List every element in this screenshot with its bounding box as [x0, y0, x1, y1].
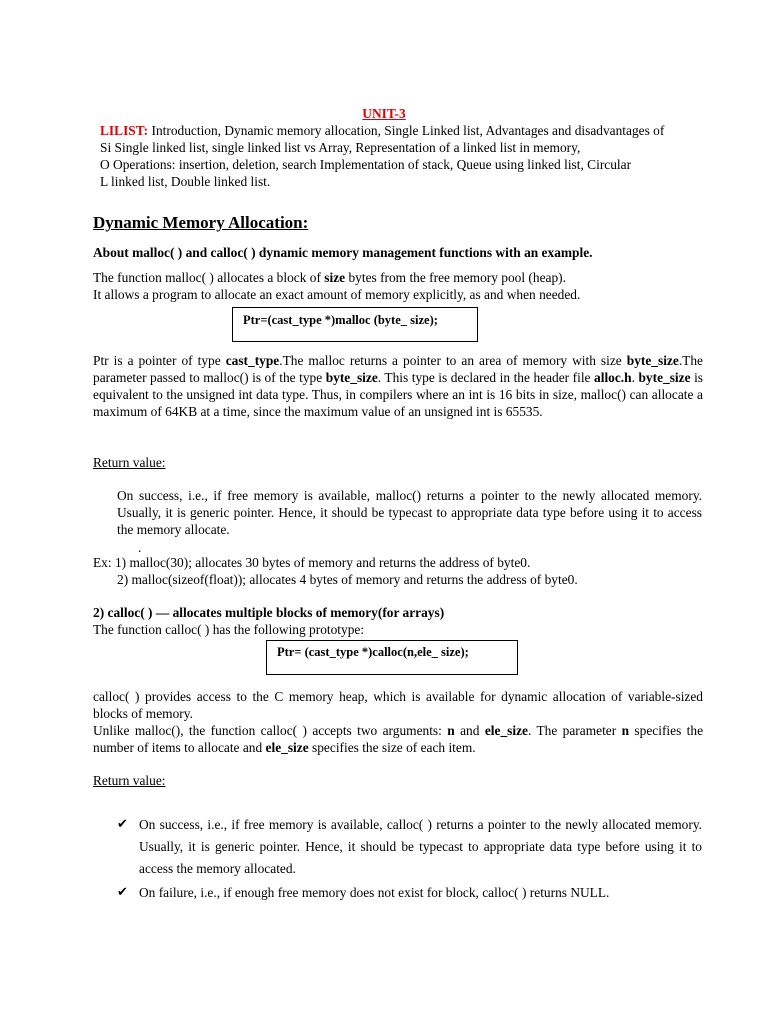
malloc-desc-cast-type: cast_type [225, 353, 280, 368]
calloc-formula: Ptr= (cast_type *)calloc(n,ele_ size); [277, 645, 469, 659]
malloc-desc-byte-size-2: byte_size [325, 370, 378, 385]
calloc-desc2-ele-size-2: ele_size [265, 740, 309, 755]
calloc-formula-box [266, 640, 518, 675]
calloc-prototype-intro: The function calloc( ) has the following prototype: [93, 622, 365, 637]
malloc-formula: Ptr=(cast_type *)malloc (byte_ size); [243, 313, 438, 327]
margin-letter-o: O [100, 157, 110, 172]
syllabus-line-3 [100, 156, 760, 173]
calloc-desc2-b: and [454, 723, 485, 738]
calloc-bullet-2 [117, 884, 702, 901]
calloc-desc2-d: specifies the number of items to allocate and [93, 723, 704, 755]
syllabus-block [100, 122, 760, 190]
malloc-example-2: 2) malloc(sizeof(float)); allocates 4 bytes of memory and returns the address of byte0. [117, 572, 578, 587]
malloc-formula-box [232, 307, 478, 342]
calloc-description-1: calloc( ) provides access to the C memory heap, which is available for dynamic allocation of variable-sized blocks of memory. [93, 689, 703, 721]
syllabus-line-2 [100, 139, 760, 156]
calloc-desc2-c: . The parameter [527, 723, 622, 738]
calloc-return-heading: Return value: [93, 773, 166, 788]
calloc-bullet-1-text [139, 814, 702, 880]
section-title: Dynamic Memory Allocation: [93, 213, 309, 232]
malloc-desc-6: is equivalent to the unsigned int data type. Thus, in compilers where an int is 16 bits in size, malloc() can allocate a maximum of 64KB at a time, since the maximum value of an unsigned int is 65535. [93, 370, 704, 419]
calloc-desc2-e: specifies the size of each item. [308, 740, 476, 755]
section-subtitle: About malloc( ) and calloc( ) dynamic memory management functions with an example. [93, 245, 593, 260]
calloc-bullet-1-content: On success, i.e., if free memory is available, calloc( ) returns a pointer to the newly allocated memory. Usually, it is generic pointer. Hence, it should be typecast to appropriate data type before using it to access the memory allocated. [139, 817, 702, 876]
calloc-desc2-n: n [447, 723, 455, 738]
malloc-description [93, 352, 703, 420]
malloc-desc-4: . This type is declared in the header file [377, 370, 595, 385]
margin-letter-si: Si [100, 140, 112, 155]
malloc-return-heading: Return value: [93, 455, 166, 470]
checkmark-icon: ✔ [117, 885, 128, 900]
calloc-desc2-ele-size: ele_size [484, 723, 528, 738]
malloc-intro-text-a: The function malloc( ) allocates a block of [93, 270, 325, 285]
calloc-bullet-2-text: On failure, i.e., if enough free memory does not exist for block, calloc( ) returns NULL. [139, 885, 610, 900]
calloc-desc2-n-2: n [621, 723, 630, 738]
margin-letter-l: L [100, 174, 108, 189]
malloc-intro [93, 269, 713, 303]
malloc-return-text: On success, i.e., if free memory is available, malloc() returns a pointer to the newly allocated memory. Usually, it is generic pointer. Hence, it should be typecast to appropriate data type before using it to access the memory allocate. [117, 488, 702, 537]
syllabus-text-1: Introduction, Dynamic memory allocation, Single Linked list, Advantages and disadvantages of [148, 123, 665, 138]
malloc-desc-5: . [631, 370, 639, 385]
malloc-intro-line-2: It allows a program to allocate an exact amount of memory explicitly, as and when needed. [93, 287, 581, 302]
malloc-desc-1: Ptr is a pointer of type [93, 353, 226, 368]
malloc-intro-line-1 [93, 269, 713, 286]
malloc-desc-2: .The malloc returns a pointer to an area of memory with size [279, 353, 627, 368]
malloc-intro-text-b: bytes from the free memory pool (heap). [345, 270, 566, 285]
syllabus-label: LILIST: [100, 123, 149, 138]
syllabus-text-4: linked list, Double linked list. [111, 174, 271, 189]
checkmark-icon: ✔ [117, 817, 128, 832]
syllabus-text-3: Operations: insertion, deletion, search Implementation of stack, Queue using linked list, Circular [113, 157, 632, 172]
calloc-desc2-a: Unlike malloc(), the function calloc( ) accepts two arguments: [93, 723, 448, 738]
dot-mark: . [138, 540, 142, 555]
calloc-description-2 [93, 722, 703, 756]
malloc-intro-size: size [324, 270, 346, 285]
syllabus-line-1 [100, 122, 760, 139]
malloc-desc-byte-size: byte_size [626, 353, 679, 368]
unit-title: UNIT-3 [362, 106, 406, 121]
syllabus-text-2: Single linked list, single linked list vs Array, Representation of a linked list in memory, [114, 140, 581, 155]
malloc-desc-3: .The parameter passed to malloc() is of the type [93, 353, 703, 385]
calloc-heading: 2) calloc( ) — allocates multiple blocks of memory(for arrays) [93, 605, 445, 620]
calloc-bullet-1 [117, 814, 702, 880]
malloc-desc-byte-size-3: byte_size [638, 370, 691, 385]
syllabus-line-4 [100, 173, 760, 190]
malloc-example-1: Ex: 1) malloc(30); allocates 30 bytes of memory and returns the address of byte0. [93, 555, 531, 570]
malloc-desc-alloc-h: alloc.h [594, 370, 632, 385]
